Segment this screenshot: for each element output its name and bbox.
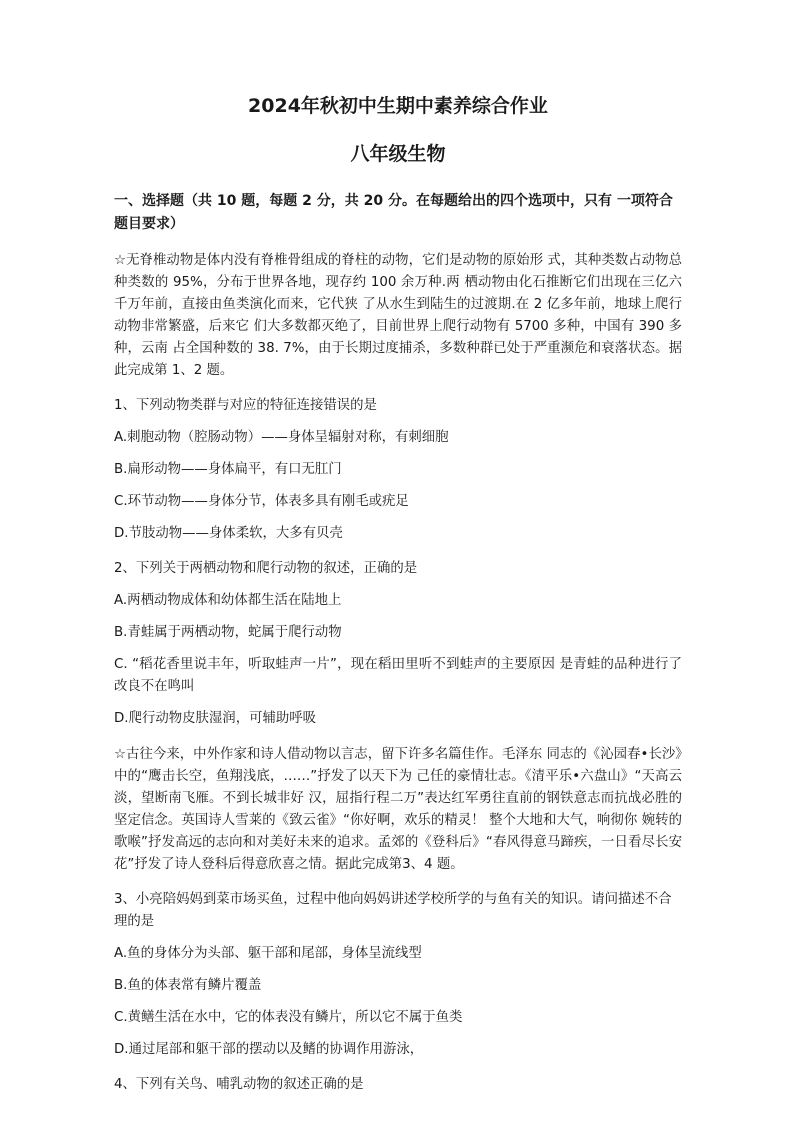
question-4-stem: 4、下列有关鸟、哺乳动物的叙述正确的是 [114,1077,364,1092]
question-1-option-c: C.环节动物——身体分节，体表多具有刚毛或疣足 [114,494,409,509]
question-3-stem: 3、小亮陪妈妈到菜市场买鱼，过程中他向妈妈讲述学校所学的与鱼有关的知识。请问描述不合理的是 [114,892,672,929]
question-2-option-c: C. “稻花香里说丰年，听取蛙声一片”，现在稻田里听不到蛙声的主要原因 是青蛙的品种进行了改良不在鸣叫 [114,657,682,694]
reading-passage-2: ☆古往今来，中外作家和诗人借动物以言志，留下许多名篇佳作。毛泽东 同志的《沁园春•长沙》中的“鹰击长空，鱼翔浅底，……”抒发了以天下为 己任的豪情壮志。《清平乐•六盘山》“天高云淡，望断南飞雁。不到长城非好 汉，屈指行程二万”表达红军勇往直前的钢铁意志而抗战必胜的坚定信念。英国诗人雪莱的《致云雀》“你好啊，欢乐的精灵！ 整个大地和大气，响彻你 婉转的歌喉”抒发高远的志向和对美好未来的追求。孟郊的《登科后》“春风得意马蹄疾，一日看尽长安花”抒发了诗人登科后得意欣喜之情。据此完成第3、4 题。 [114,747,682,872]
doc-title: 2024年秋初中生期中素养综合作业 [248,95,548,117]
question-1-option-a: A.刺胞动物（腔肠动物）——身体呈辐射对称，有刺细胞 [114,430,449,445]
question-2-option-a: A.两栖动物成体和幼体都生活在陆地上 [114,593,342,608]
question-3-option-b: B.鱼的体表常有鳞片覆盖 [114,978,262,993]
question-1-stem: 1、下列动物类群与对应的特征连接错误的是 [114,398,377,413]
question-1-option-b: B.扁形动物——身体扁平，有口无肛门 [114,462,342,477]
question-3-option-a: A.鱼的身体分为头部、躯干部和尾部，身体呈流线型 [114,946,422,961]
question-2-option-d: D.爬行动物皮肤湿润，可辅助呼吸 [114,711,317,726]
question-3-option-d: D.通过尾部和躯干部的摆动以及鳍的协调作用游泳， [114,1042,424,1057]
section-heading: 一、选择题（共 10 题，每题 2 分，共 20 分。在每题给出的四个选项中，只有 一项符合题目要求） [114,193,673,232]
question-1-option-d: D.节肢动物——身体柔软，大多有贝壳 [114,526,343,541]
doc-subtitle: 八年级生物 [350,143,446,165]
question-2-stem: 2、下列关于两栖动物和爬行动物的叙述，正确的是 [114,561,418,576]
reading-passage-1: ☆无脊椎动物是体内没有脊椎骨组成的脊柱的动物，它们是动物的原始形 式，其种类数占动物总种类数的 95%，分布于世界各地，现存约 100 余万种.两 栖动物由化石推断它们出现在三亿六千万年前，直接由鱼类演化而来，它代狭 了从水生到陆生的过渡期.在 2 亿多年前，地球上爬行动物非常繁盛，后来它 们大多数都灭绝了，目前世界上爬行动物有 5700 多种，中国有 390 多种，云南 占全国种数的 38. 7%，由于长期过度捕杀，多数种群已处于严重濒危和衰落状态。据此完成第 1、2 题。 [114,253,682,378]
question-3-option-c: C.黄鳝生活在水中，它的体表没有鳞片，所以它不属于鱼类 [114,1010,463,1025]
question-2-option-b: B.青蛙属于两栖动物，蛇属于爬行动物 [114,625,342,640]
